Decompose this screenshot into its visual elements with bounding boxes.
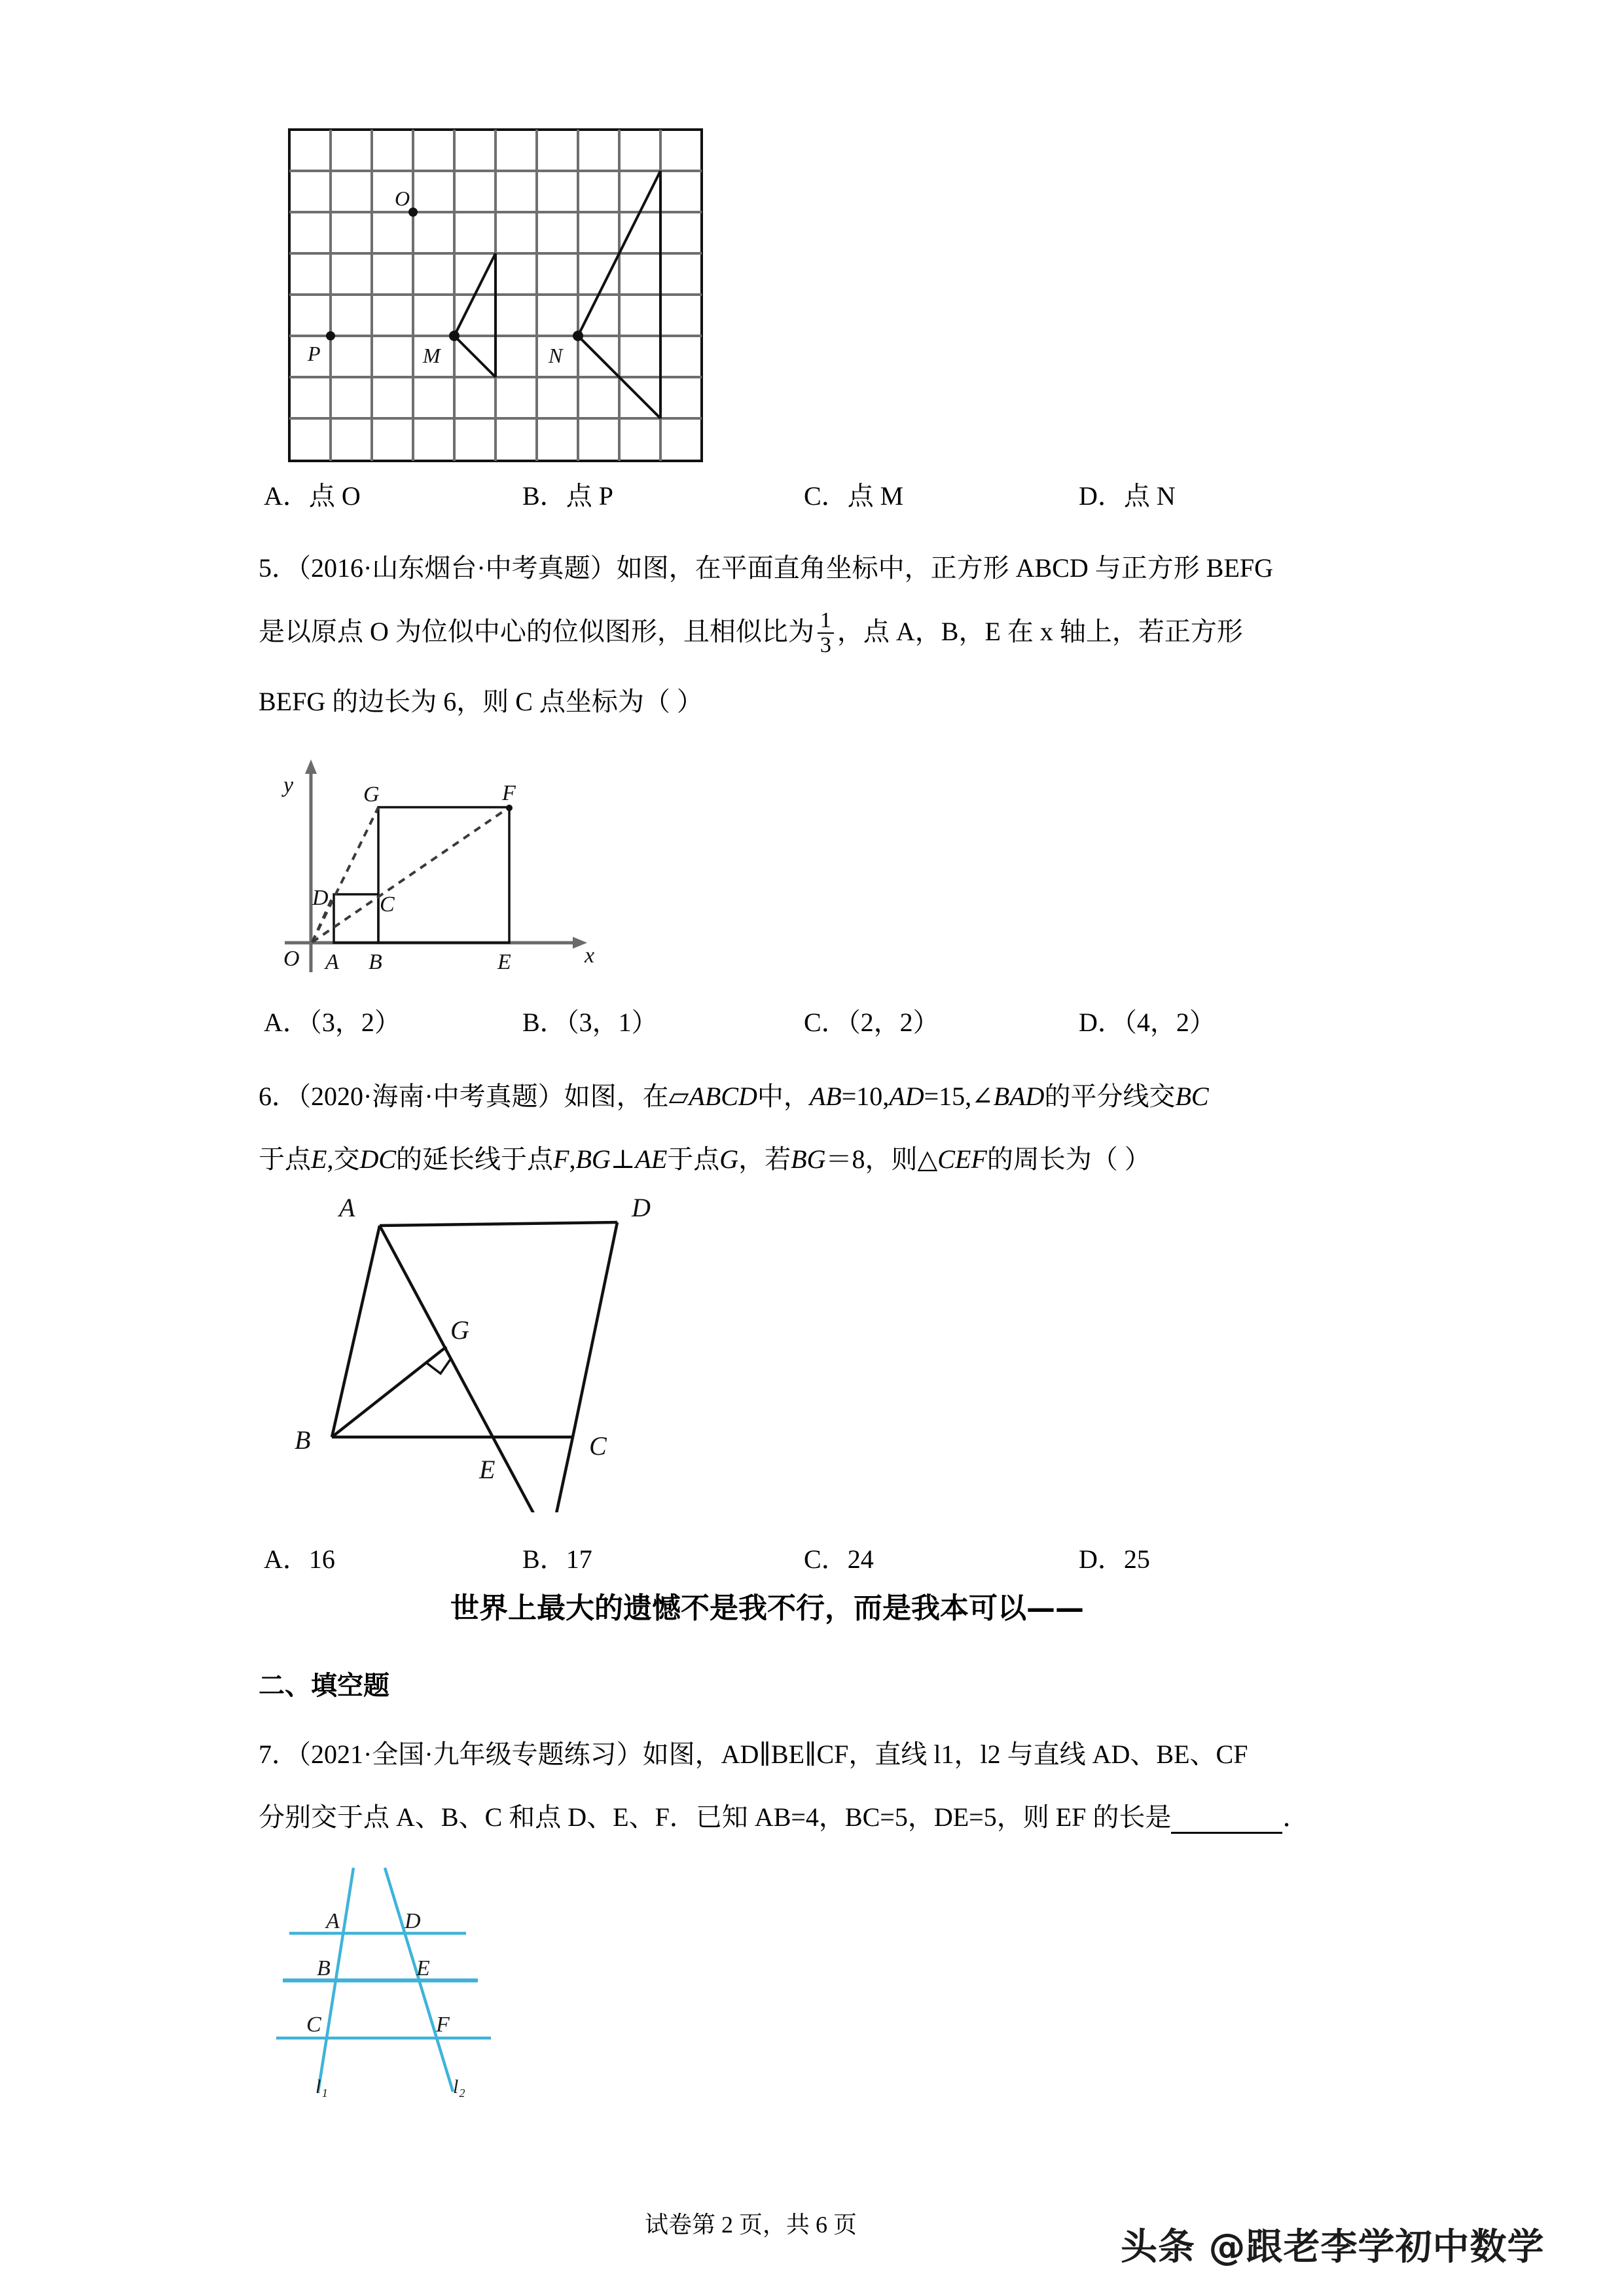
watermark-text: 头条 @跟老李学初中数学 — [1121, 2226, 1545, 2269]
point-P-dot — [326, 331, 335, 340]
label-D: D — [405, 1909, 421, 1933]
q6-l2-p: 则△ — [891, 1144, 938, 1174]
q5-option-c-text: （2，2） — [847, 1008, 939, 1037]
label-C: C — [380, 892, 395, 917]
q6-option-b-key: B． — [522, 1544, 566, 1574]
q7-line-2-post: ． — [1282, 1802, 1309, 1832]
q6-l2-perp: ⊥ — [610, 1144, 636, 1174]
q7-parallel-lines-figure — [275, 1863, 537, 2098]
q6-l1-ad: AD — [889, 1082, 924, 1111]
label-B: B — [369, 950, 382, 974]
q7-line-2 — [259, 1796, 1308, 1834]
q6-l1-a: 6．（2020·海南·中考真题）如图，在▱ — [259, 1082, 689, 1111]
q6-l2-a: 于点 — [259, 1144, 311, 1174]
segment-CF — [550, 1437, 573, 1512]
fraction-numerator: 1 — [820, 608, 831, 632]
q6-l1-bc: BC — [1175, 1082, 1209, 1111]
label-O: O — [283, 947, 300, 971]
q6-l1-ab: AB — [809, 1082, 842, 1111]
q6-l2-bg2: BG — [791, 1144, 826, 1174]
q6-l2-gpt: G — [719, 1144, 739, 1174]
q5-option-a-text: （3，2） — [308, 1008, 401, 1037]
coordinate-figure-svg — [272, 753, 612, 975]
q4-option-b-text: 点 P — [566, 481, 613, 511]
q6-l1-abcd: ABCD — [689, 1082, 757, 1111]
section-heading-fill-in-blank: 二、填空题 — [259, 1671, 389, 1700]
label-E: E — [479, 1455, 496, 1484]
q5-option-a[interactable] — [264, 1002, 522, 1039]
q6-option-a-text: 16 — [308, 1544, 335, 1574]
parallelogram-figure-svg — [281, 1185, 687, 1512]
label-A: A — [339, 1193, 355, 1222]
q6-parallelogram-figure — [281, 1185, 687, 1512]
q4-option-b[interactable] — [522, 475, 804, 513]
q6-option-b-text: 17 — [566, 1544, 592, 1574]
q6-l1-c: 中， — [757, 1082, 810, 1111]
q6-l2-e: E — [311, 1144, 327, 1174]
label-y: y — [283, 773, 294, 797]
q4-option-b-key: B． — [522, 481, 566, 511]
label-N: N — [549, 344, 563, 367]
q6-l2-f: F — [553, 1144, 569, 1174]
q4-option-c[interactable] — [804, 475, 1079, 513]
q6-l2-m: ，若 — [738, 1144, 791, 1174]
q6-l2-c: ,交 — [327, 1144, 360, 1174]
q4-option-c-key: C． — [804, 481, 848, 511]
q6-option-a[interactable] — [264, 1539, 522, 1576]
q5-line-2-post: ，点 A，B，E 在 x 轴上，若正方形 — [837, 616, 1243, 646]
label-G: G — [363, 782, 380, 807]
q6-l1-bad: BAD — [993, 1082, 1045, 1111]
q6-l2-g: , — [569, 1144, 576, 1174]
q6-option-b[interactable] — [522, 1539, 804, 1576]
q6-option-c[interactable] — [804, 1539, 1079, 1576]
q6-options-row — [264, 1539, 1150, 1576]
q4-options-row — [264, 475, 1176, 513]
similarity-ratio-fraction — [818, 609, 834, 657]
q4-grid-figure — [288, 128, 703, 462]
q6-option-d[interactable] — [1079, 1539, 1150, 1576]
label-l1: l₁ — [316, 2076, 328, 2098]
motivational-quote: 世界上最大的遗憾不是我不行，而是我本可以—— — [450, 1592, 1084, 1625]
q5-option-c[interactable] — [804, 1002, 1079, 1039]
grid-figure-svg — [288, 128, 703, 462]
q5-option-d[interactable] — [1079, 1002, 1216, 1039]
q6-l2-bg: BG — [575, 1144, 611, 1174]
label-E: E — [416, 1956, 430, 1980]
q6-option-d-key: D． — [1079, 1544, 1124, 1574]
q6-l1-g: =15,∠ — [924, 1082, 994, 1111]
q5-options-row — [264, 1002, 1216, 1039]
q5-option-b[interactable] — [522, 1002, 804, 1039]
q5-coordinate-figure — [272, 753, 612, 975]
answer-blank-underline[interactable] — [1171, 1810, 1282, 1834]
label-D: D — [312, 886, 329, 910]
q6-l2-cef: CEF — [937, 1144, 987, 1174]
q6-line-1 — [259, 1076, 1209, 1113]
parallel-lines-figure-svg — [275, 1863, 537, 2098]
q5-option-b-key: B． — [522, 1008, 566, 1037]
label-M: M — [423, 344, 441, 367]
q7-line-2-pre: 分别交于点 A、B、C 和点 D、E、F．已知 AB=4，BC=5，DE=5，则 EF 的长是 — [259, 1802, 1172, 1832]
point-M-dot — [449, 331, 460, 341]
label-B: B — [317, 1956, 331, 1980]
label-A: A — [325, 950, 339, 974]
q6-option-a-key: A． — [264, 1544, 309, 1574]
label-l2: l₂ — [453, 2076, 465, 2098]
q6-option-c-text: 24 — [847, 1544, 874, 1574]
q6-line-2 — [259, 1139, 1151, 1176]
point-N-dot — [573, 331, 583, 341]
q6-option-c-key: C． — [804, 1544, 848, 1574]
side-AD — [380, 1222, 617, 1226]
label-B: B — [295, 1425, 311, 1455]
label-G: G — [450, 1315, 469, 1345]
label-E: E — [497, 950, 511, 974]
q4-option-c-text: 点 M — [847, 481, 904, 511]
q5-option-a-key: A． — [264, 1008, 309, 1037]
q5-line-2 — [259, 610, 1243, 658]
q5-option-c-key: C． — [804, 1008, 848, 1037]
y-axis-arrow — [305, 759, 317, 774]
q6-l2-r: 的周长为（ ） — [986, 1144, 1151, 1174]
q4-option-a-key: A． — [264, 481, 309, 511]
q4-option-a[interactable] — [264, 475, 522, 513]
fraction-denominator: 3 — [818, 632, 834, 657]
q4-option-d-key: D． — [1079, 481, 1124, 511]
dashed-rays — [312, 807, 509, 942]
q5-option-b-text: （3，1） — [566, 1008, 658, 1037]
square-BEFG — [378, 807, 509, 943]
q6-l2-e2: 的延长线于点 — [396, 1144, 554, 1174]
label-P: P — [308, 342, 321, 365]
label-O: O — [395, 187, 410, 210]
q6-l2-ae: AE — [635, 1144, 668, 1174]
label-A: A — [326, 1909, 340, 1933]
label-C: C — [306, 2013, 321, 2037]
q5-option-d-key: D． — [1079, 1008, 1124, 1037]
label-C: C — [589, 1431, 607, 1461]
label-D: D — [632, 1193, 651, 1222]
side-DC — [573, 1222, 617, 1437]
page-footer: 试卷第 2 页，共 6 页 — [645, 2212, 857, 2238]
q5-line-3: BEFG 的边长为 6，则 C 点坐标为（ ） — [259, 687, 703, 716]
q6-l2-dc: DC — [359, 1144, 397, 1174]
q5-option-d-text: （4，2） — [1123, 1008, 1216, 1037]
q5-line-2-pre: 是以原点 O 为位似中心的位似图形，且相似比为 — [259, 616, 814, 646]
q6-l2-o: ＝8， — [825, 1144, 892, 1174]
label-x: x — [585, 943, 595, 968]
line-AEF — [380, 1226, 550, 1512]
q7-line-1: 7．（2021·全国·九年级专题练习）如图，AD∥BE∥CF，直线 l1，l2 与直线 AD、BE、CF — [259, 1740, 1248, 1769]
q4-option-d-text: 点 N — [1123, 481, 1176, 511]
point-F-dot — [506, 805, 513, 811]
q6-l1-e: =10, — [841, 1082, 890, 1111]
q6-option-d-text: 25 — [1123, 1544, 1150, 1574]
label-F: F — [502, 781, 516, 805]
q4-option-a-text: 点 O — [308, 481, 361, 511]
q5-line-1: 5．（2016·山东烟台·中考真题）如图，在平面直角坐标中，正方形 ABCD 与正方形 BEFG — [259, 553, 1274, 583]
q6-l2-k: 于点 — [667, 1144, 720, 1174]
label-F: F — [436, 2013, 450, 2037]
q6-l1-i: 的平分线交 — [1044, 1082, 1176, 1111]
q4-option-d[interactable] — [1079, 475, 1176, 513]
